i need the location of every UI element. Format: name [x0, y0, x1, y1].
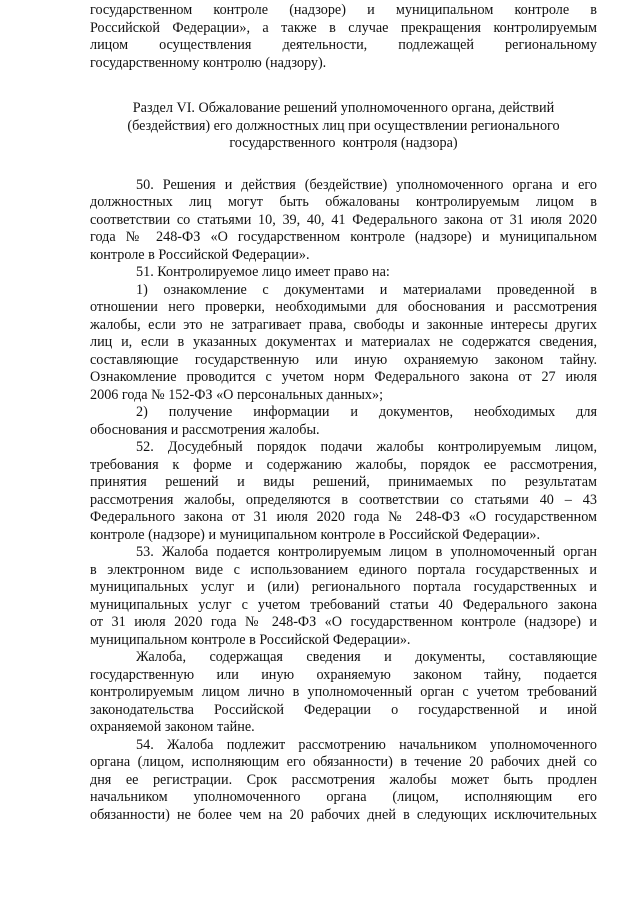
- text-line: года № 248-ФЗ «О государственном контроле (надзоре) и муниципальном: [90, 229, 597, 245]
- text-line: от 31 июля 2020 года № 248-ФЗ «О государственном контроле (надзоре) и: [90, 614, 597, 630]
- text-line: обоснования и рассмотрения жалобы.: [90, 421, 320, 438]
- text-line: законодательства Российской Федерации о государственной и иной: [90, 701, 597, 718]
- text-line: принятия решений и виды решений, принимаемых по результатам: [90, 474, 597, 490]
- text-line: лицом осуществления деятельности, подлежащей региональному: [90, 37, 597, 53]
- item-1-line: 1) ознакомление с документами и материалами проведенной в: [136, 281, 597, 298]
- text-line: обязанности) не более чем на 20 рабочих дней в следующих исключительных: [90, 806, 597, 823]
- paragraph-53-line: 53. Жалоба подается контролируемым лицом в уполномоченный орган: [136, 544, 597, 560]
- text-line: отношении него проверки, необходимыми для обоснования и рассмотрения: [90, 299, 597, 315]
- text-line: охраняемой законом тайне.: [90, 719, 255, 735]
- complaint-paragraph-line: Жалоба, содержащая сведения и документы, составляющие: [136, 649, 597, 665]
- text-line: начальником уполномоченного органа (лицом, исполняющим его: [90, 789, 597, 805]
- section-heading: [90, 100, 597, 153]
- text-line: муниципальном контроле в Российской Федерации».: [90, 631, 411, 648]
- paragraph-51-line: 51. Контролируемое лицо имеет право на:: [136, 264, 390, 280]
- text-line: контролируемым лицом лично в уполномоченный орган с учетом требований: [90, 684, 597, 700]
- text-line: должностных лиц могут быть обжалованы контролируемым лицом в: [90, 194, 597, 210]
- text-line: рассмотрения жалобы, определяются в соответствии со статьями 40 – 43: [90, 491, 597, 508]
- text-line: жалобы, если это не затрагивает права, свободы и законные интересы других: [90, 316, 597, 333]
- text-line: государственную или иную охраняемую законом тайну, подается: [90, 666, 597, 683]
- text-line: Ознакомление проводится с учетом норм Федерального закона от 27 июля: [90, 369, 597, 385]
- text-line: государственном контроле (надзоре) и муниципальном контроле в: [90, 2, 597, 18]
- text-line: лиц и, если в указанных документах и материалах не содержатся сведения,: [90, 334, 597, 350]
- text-line: дня ее регистрации. Срок рассмотрения жалобы может быть продлен: [90, 771, 597, 788]
- item-2-line: 2) получение информации и документов, необходимых для: [136, 404, 597, 420]
- text-line: в электронном виде с использованием единого портала государственных и: [90, 561, 597, 578]
- paragraph-54-line: 54. Жалоба подлежит рассмотрению начальником уполномоченного: [136, 736, 597, 753]
- text-line: органа (лицом, исполняющим его обязанности) в течение 20 рабочих дней со: [90, 754, 597, 770]
- text-line: требования к форме и содержанию жалобы, порядок ее рассмотрения,: [90, 456, 597, 473]
- text-line: контроле в Российской Федерации».: [90, 246, 310, 263]
- text-line: Российской Федерации», а также в случае прекращения контролируемым: [90, 19, 597, 36]
- text-line: 2006 года № 152-ФЗ «О персональных данных»;: [90, 386, 384, 403]
- text-line: государственному контролю (надзору).: [90, 54, 327, 71]
- text-line: составляющие государственную или иную охраняемую законом тайну.: [90, 351, 597, 368]
- heading-line: государственного контроля (надзора): [229, 135, 458, 151]
- text-line: контроле (надзоре) и муниципальном контроле в Российской Федерации».: [90, 526, 541, 543]
- heading-line: Раздел VI. Обжалование решений уполномоченного органа, действий: [132, 100, 555, 116]
- text-line: муниципальных услуг и (или) регионального портала государственных и: [90, 579, 597, 595]
- heading-line: (бездействия) его должностных лиц при осуществлении регионального: [127, 117, 560, 134]
- text-line: муниципальных услуг с учетом требований статьи 40 Федерального закона: [90, 596, 597, 613]
- text-line: Федерального закона от 31 июля 2020 года № 248-ФЗ «О государственном: [90, 509, 597, 525]
- text-line: соответствии со статьями 10, 39, 40, 41 Федерального закона от 31 июля 2020: [90, 211, 597, 228]
- paragraph-50-line: 50. Решения и действия (бездействие) уполномоченного органа и его: [136, 176, 597, 193]
- paragraph-52-line: 52. Досудебный порядок подачи жалобы контролируемым лицом,: [136, 439, 597, 455]
